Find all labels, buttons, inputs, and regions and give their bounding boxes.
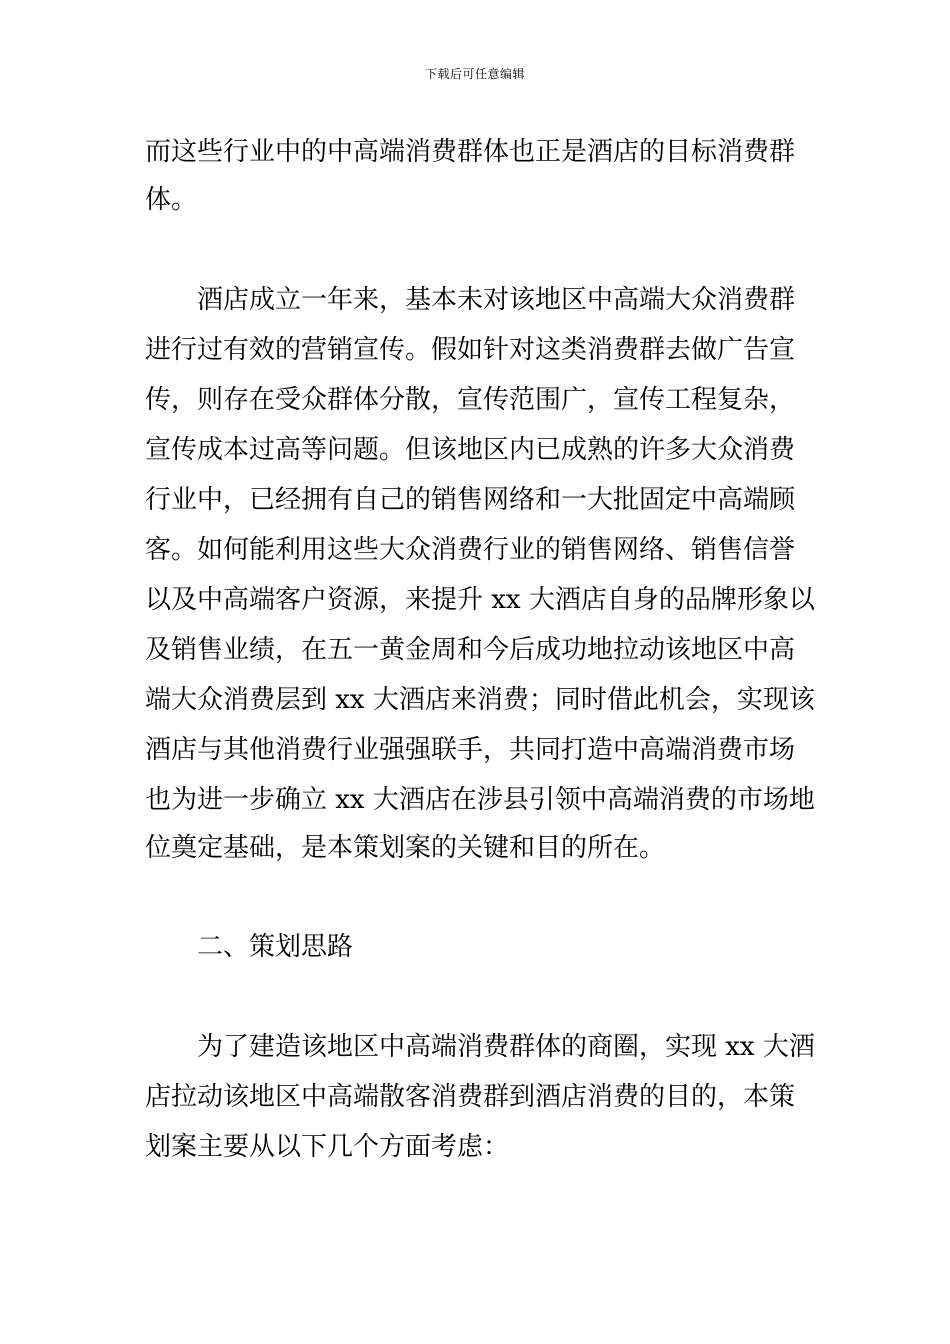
text-line: 传，则存在受众群体分散，宣传范围广，宣传工程复杂，	[145, 385, 796, 415]
text-line: 店拉动该地区中高端散客消费群到酒店消费的目的，本策	[145, 1082, 796, 1112]
text-line: 进行过有效的营销宣传。假如针对这类消费群去做广告宣	[145, 335, 796, 365]
text-line: 位奠定基础，是本策划案的关键和目的所在。	[145, 833, 666, 863]
text-line: 宣传成本过高等问题。但该地区内已成熟的许多大众消费	[145, 435, 796, 465]
text-line: 行业中，已经拥有自己的销售网络和一大批固定中高端顾	[145, 485, 796, 515]
text-line: 体。	[145, 185, 198, 215]
text-line: 也为进一步确立 xx 大酒店在涉县引领中高端消费的市场地	[145, 785, 815, 815]
header-note: 下载后可任意编辑	[424, 67, 525, 81]
text-line: 及销售业绩，在五一黄金周和今后成功地拉动该地区中高	[145, 635, 796, 665]
section-heading: 二、策划思路	[197, 932, 354, 962]
text-line: 酒店成立一年来，基本未对该地区中高端大众消费群	[197, 285, 796, 315]
text-line: 而这些行业中的中高端消费群体也正是酒店的目标消费群	[145, 137, 796, 167]
text-line: 客。如何能利用这些大众消费行业的销售网络、销售信誉	[145, 535, 796, 565]
text-line: 以及中高端客户资源，来提升 xx 大酒店自身的品牌形象以	[145, 585, 815, 615]
text-line: 划案主要从以下几个方面考虑：	[145, 1132, 510, 1162]
text-line: 端大众消费层到 xx 大酒店来消费；同时借此机会，实现该	[145, 685, 815, 715]
text-line: 酒店与其他消费行业强强联手，共同打造中高端消费市场	[145, 735, 796, 765]
text-line: 为了建造该地区中高端消费群体的商圈，实现 xx 大酒	[197, 1032, 815, 1062]
